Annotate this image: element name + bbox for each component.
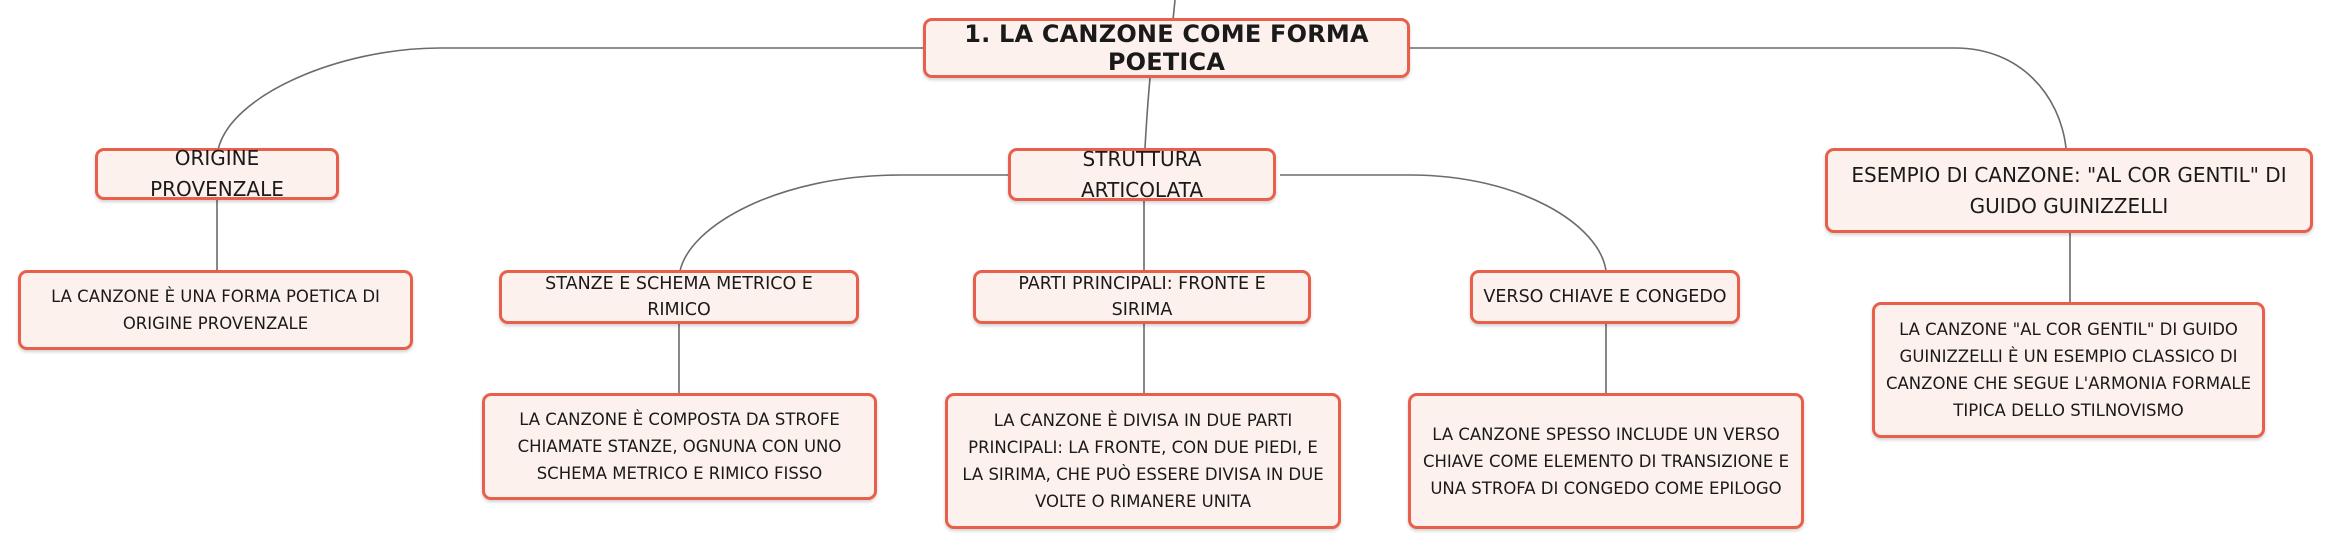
detail-parts[interactable] xyxy=(945,393,1341,529)
subtopic-stanzas-label: STANZE E SCHEMA METRICO E RIMICO xyxy=(545,274,813,320)
topic-example[interactable] xyxy=(1825,148,2313,233)
subtopic-parts[interactable] xyxy=(973,270,1311,324)
detail-key-verse[interactable] xyxy=(1408,393,1804,529)
detail-example[interactable] xyxy=(1872,302,2265,438)
detail-origin-text: LA CANZONE È UNA FORMA POETICA DI ORIGINE PROVENZALE xyxy=(51,287,380,333)
root-topic-label: 1. LA CANZONE COME FORMA POETICA xyxy=(964,20,1369,76)
subtopic-key-verse[interactable] xyxy=(1470,270,1740,324)
subtopic-stanzas[interactable] xyxy=(499,270,859,324)
subtopic-parts-label: PARTI PRINCIPALI: FRONTE E SIRIMA xyxy=(1018,274,1266,320)
connector-root-origin xyxy=(218,48,925,150)
detail-parts-text: LA CANZONE È DIVISA IN DUE PARTI PRINCIPALI: LA FRONTE, CON DUE PIEDI, E LA SIRIMA, CHE PUÒ ESSERE DIVISA IN DUE VOLTE O RIMANERE UNITA xyxy=(962,411,1324,511)
topic-structure[interactable] xyxy=(1008,148,1276,201)
topic-origin-label: ORIGINE PROVENZALE xyxy=(150,146,284,201)
topic-structure-label: STRUTTURA ARTICOLATA xyxy=(1080,146,1204,202)
topic-example-label: ESEMPIO DI CANZONE: "AL COR GENTIL" DI GUIDO GUINIZZELLI xyxy=(1851,162,2287,218)
detail-stanzas[interactable] xyxy=(482,393,877,500)
detail-stanzas-text: LA CANZONE È COMPOSTA DA STROFE CHIAMATE STANZE, OGNUNA CON UNO SCHEMA METRICO E RIMICO FISSO xyxy=(517,410,842,483)
connector-structure-keyverse xyxy=(1280,175,1606,271)
connector-top-stub xyxy=(1173,0,1175,20)
detail-key-verse-text: LA CANZONE SPESSO INCLUDE UN VERSO CHIAVE COME ELEMENTO DI TRANSIZIONE E UNA STROFA DI CONGEDO COME EPILOGO xyxy=(1422,424,1789,498)
root-topic[interactable] xyxy=(923,18,1410,78)
detail-example-text: LA CANZONE "AL COR GENTIL" DI GUIDO GUINIZZELLI È UN ESEMPIO CLASSICO DI CANZONE CHE SEGUE L'ARMONIA FORMALE TIPICA DELLO STILNOVISMO xyxy=(1885,320,2251,420)
connector-root-structure xyxy=(1145,78,1150,148)
connector-structure-stanzas xyxy=(680,175,1010,271)
subtopic-key-verse-label: VERSO CHIAVE E CONGEDO xyxy=(1483,287,1727,307)
connector-root-example xyxy=(1410,48,2066,148)
detail-origin[interactable] xyxy=(18,270,413,350)
topic-origin[interactable] xyxy=(95,148,339,200)
